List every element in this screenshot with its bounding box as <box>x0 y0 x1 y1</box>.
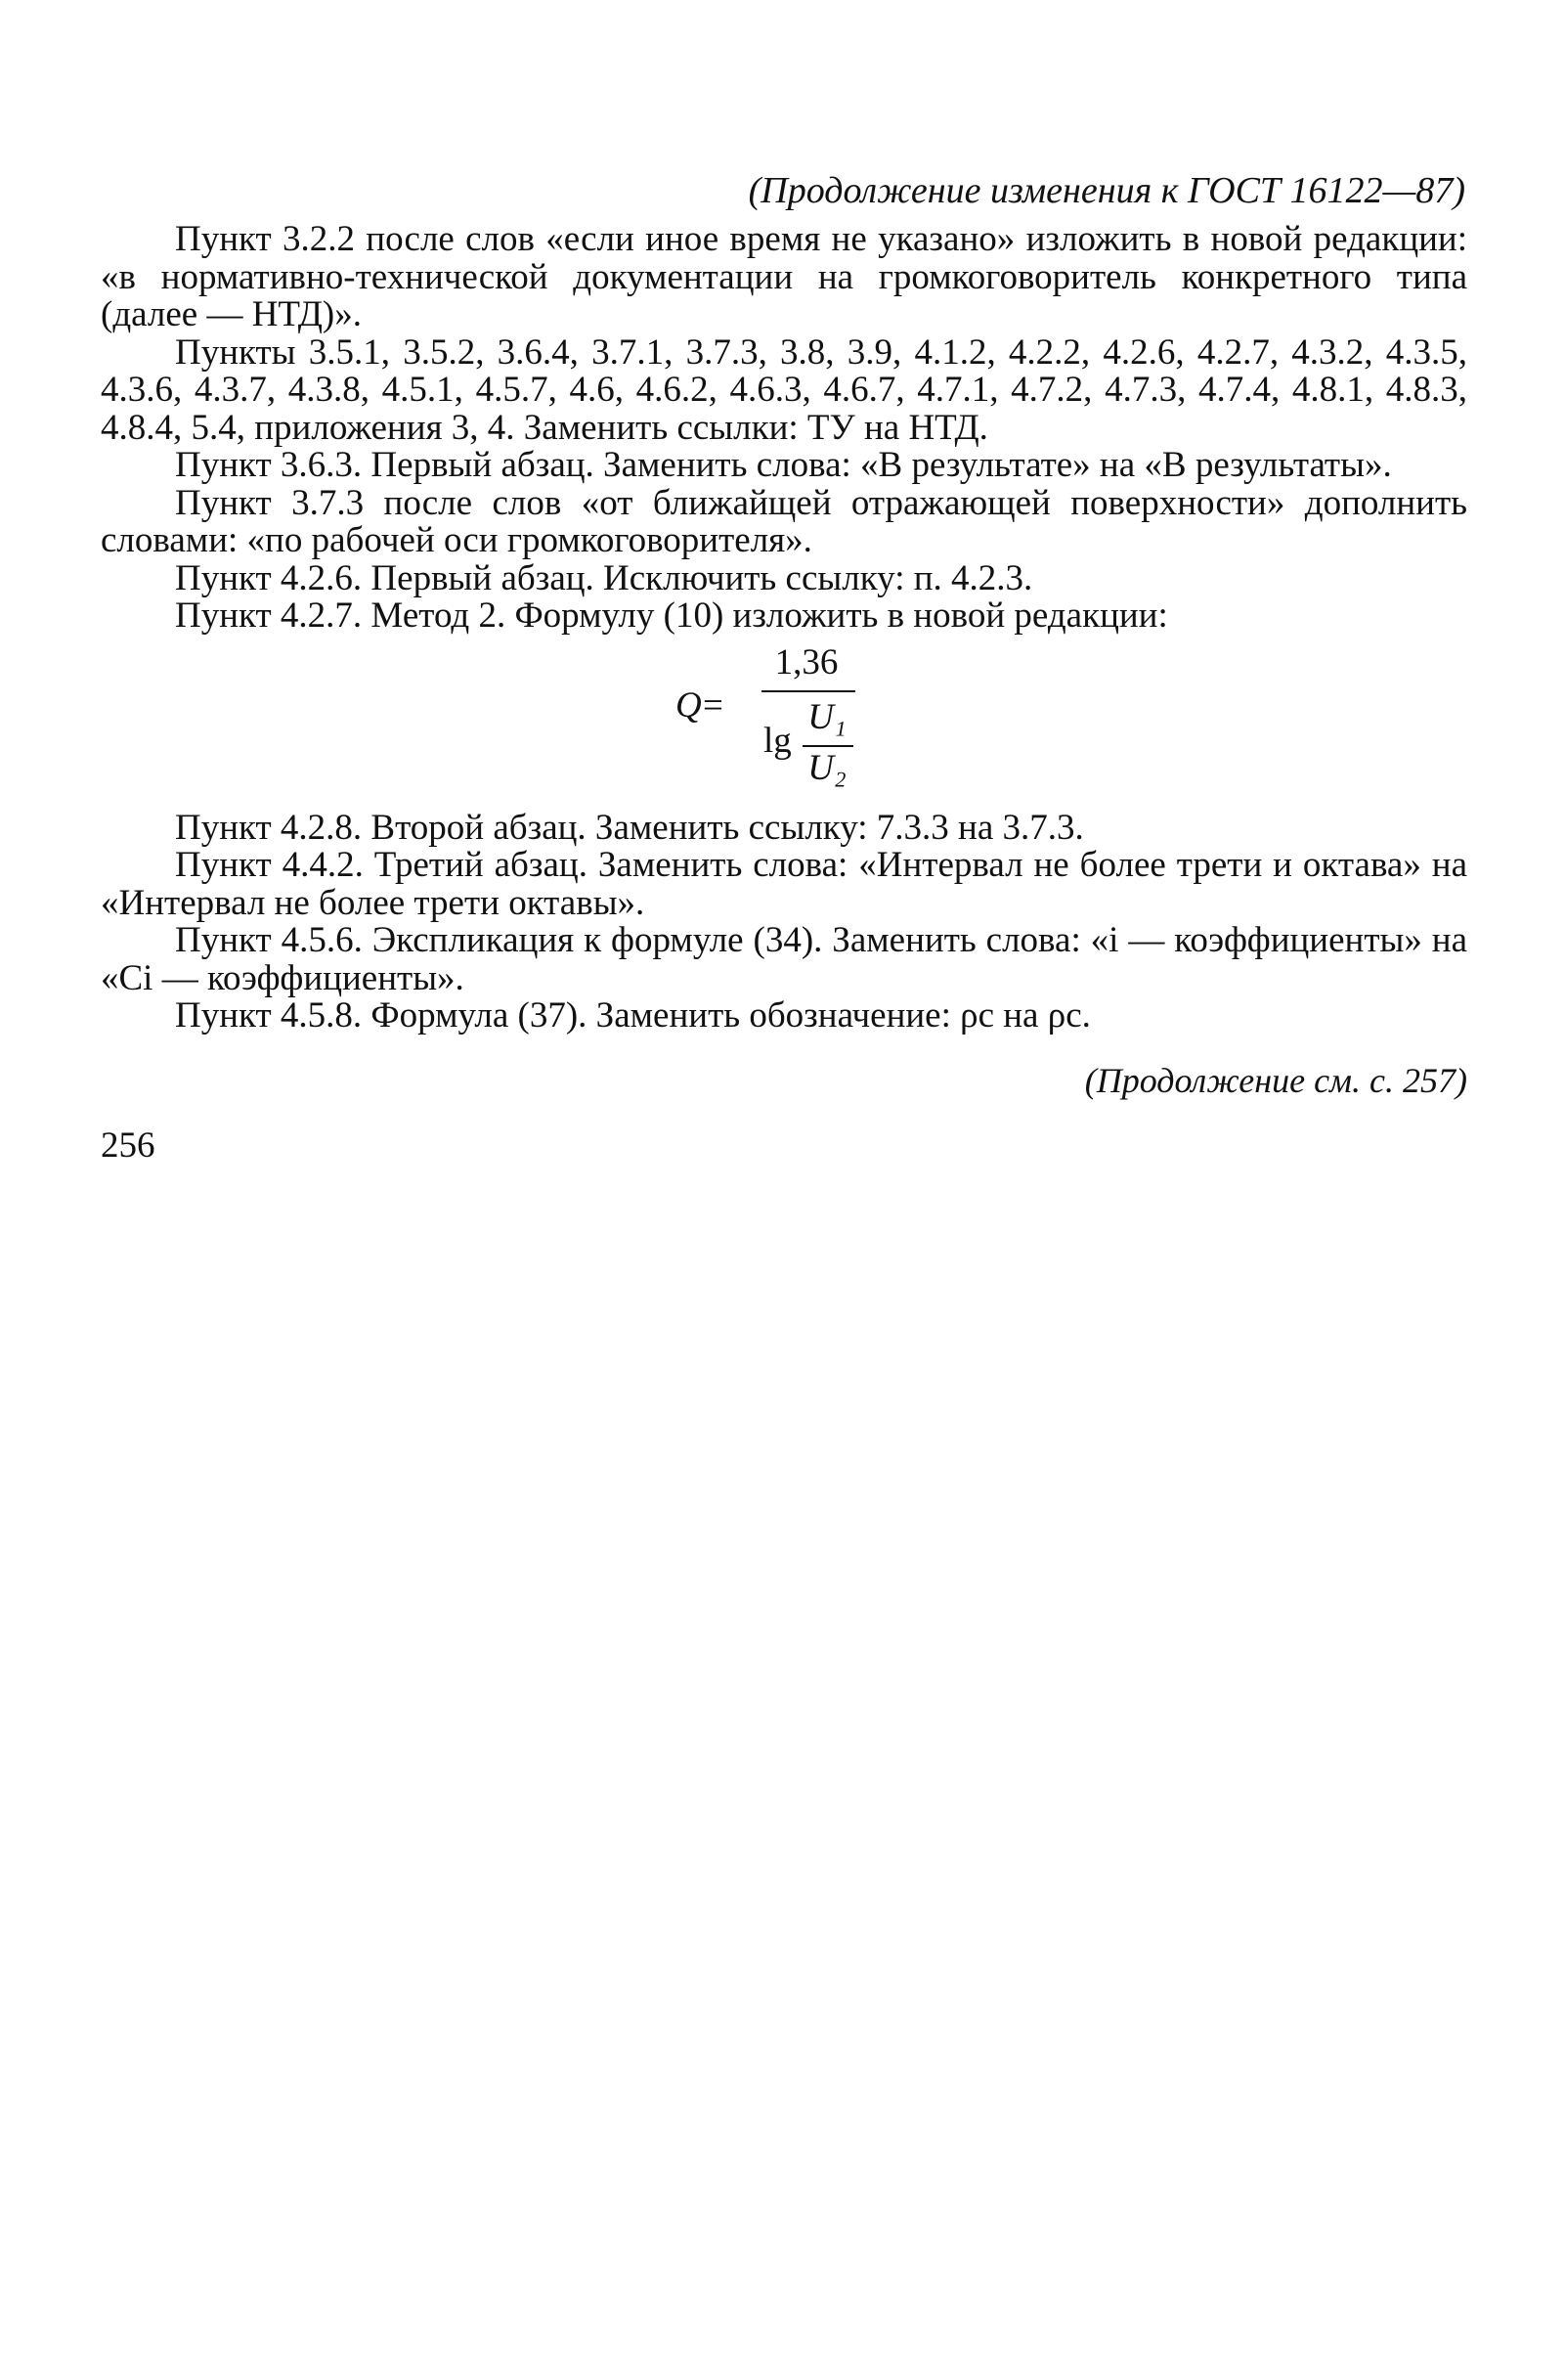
paragraph-punkty-list: Пункты 3.5.1, 3.5.2, 3.6.4, 3.7.1, 3.7.3, 3.8, 3.9, 4.1.2, 4.2.2, 4.2.6, 4.2.7, 4.3.2, 4.3.5, 4.3.6, 4.3.7, 4.3.8, 4.5.1, 4.5.7, 4.6, 4.6.2, 4.6.3, 4.6.7, 4.7.1, 4.7.2, 4.7.3, 4.7.4, 4.8.1, 4.8.3, 4.8.4, 5.4, приложения 3, 4. Заменить ссылки: ТУ на НТД. <box>101 331 1467 448</box>
formula-10 <box>101 641 1467 796</box>
formula-log: lg <box>763 720 792 761</box>
paragraph-4-2-6: Пункт 4.2.6. Первый абзац. Исключить ссылку: п. 4.2.3. <box>175 557 1033 598</box>
formula-fraction-bar <box>761 690 855 692</box>
document-page <box>101 168 1467 1102</box>
paragraph-3-7-3: Пункт 3.7.3 после слов «от ближайщей отражающей поверхности» дополнить словами: «по рабочей оси громкоговорителя». <box>101 482 1467 560</box>
paragraph-4-4-2: Пункт 4.4.2. Третий абзац. Заменить слова: «Интервал не более трети и октава» на «Интервал не более трети октавы». <box>101 845 1467 923</box>
paragraph-4-2-8: Пункт 4.2.8. Второй абзац. Заменить ссылку: 7.3.3 на 3.7.3. <box>175 807 1084 848</box>
page-number: 256 <box>101 1125 155 1166</box>
paragraph-3-2-2: Пункт 3.2.2 после слов «если иное время не указано» изложить в новой редакции: «в нормативно-технической документации на громкоговоритель конкретного типа (далее — НТД)». <box>101 219 1467 334</box>
running-header: (Продолжение изменения к ГОСТ 16122—87) <box>748 170 1465 211</box>
formula-numerator: 1,36 <box>774 641 839 683</box>
formula-u2: U₂ <box>807 747 847 788</box>
continuation-note: (Продолжение см. с. 257) <box>1084 1060 1467 1100</box>
paragraph-4-5-8: Пункт 4.5.8. Формула (37). Заменить обозначение: ρс на ρc. <box>175 995 1091 1036</box>
paragraph-3-6-3: Пункт 3.6.3. Первый абзац. Заменить слова: «В результате» на «В результаты». <box>175 445 1392 485</box>
formula-u1: U₁ <box>807 696 847 737</box>
paragraph-4-2-7: Пункт 4.2.7. Метод 2. Формулу (10) изложить в новой редакции: <box>175 595 1168 636</box>
formula-lhs: Q <box>675 684 702 726</box>
paragraph-4-5-6: Пункт 4.5.6. Экспликация к формуле (34). Заменить слова: «i — коэффициенты» на «Ci — коэффициенты». <box>101 920 1467 998</box>
formula-equals: = <box>703 684 723 726</box>
